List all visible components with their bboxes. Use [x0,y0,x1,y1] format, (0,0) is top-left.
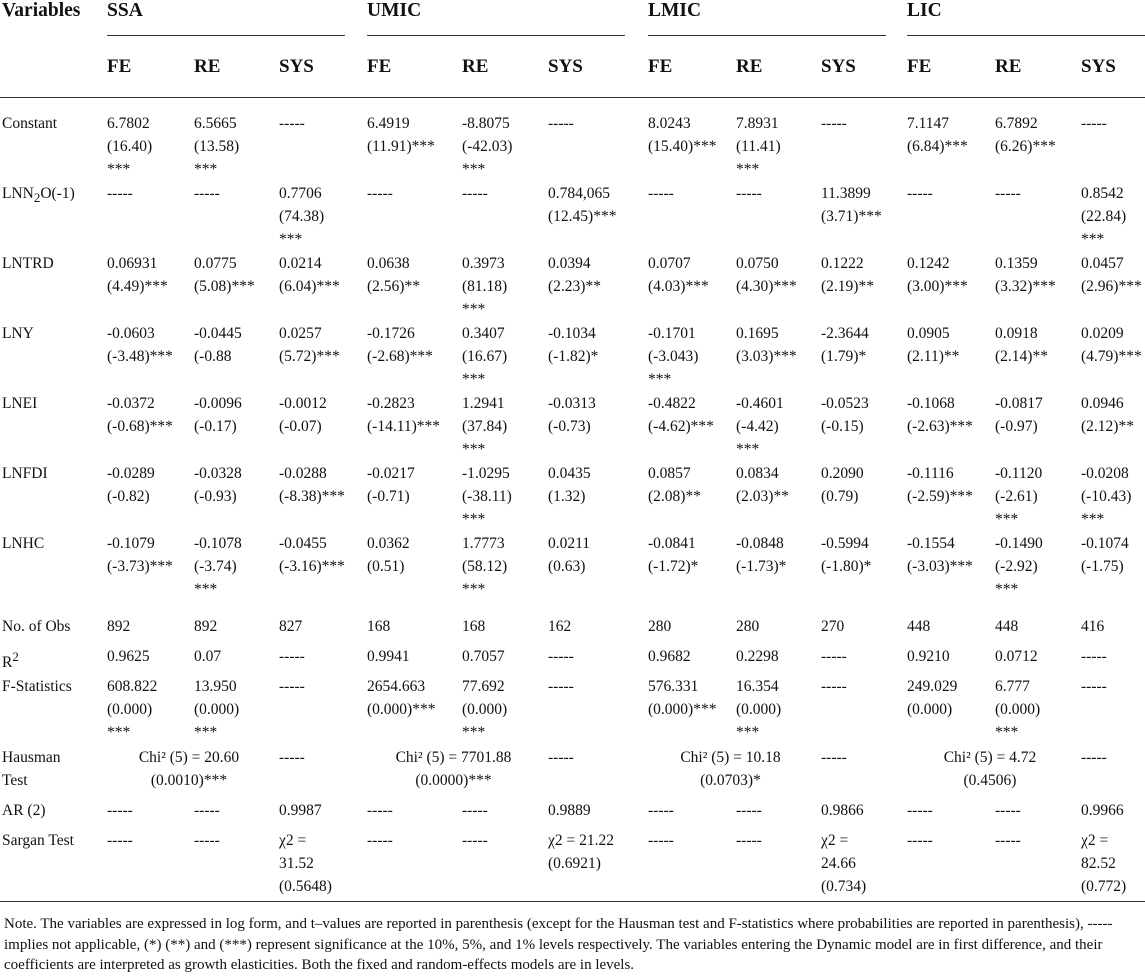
group-rule-lmic [648,35,886,36]
table-cell: 7.8931 (11.41) *** [736,115,781,178]
table-cell: 0.8542 (22.84) *** [1081,185,1127,248]
row-label: F-Statistics [2,678,72,695]
table-cell: ----- [736,185,762,202]
table-cell: -0.0841 (-1.72)* [648,535,699,575]
table-cell: 0.0775 (5.08)*** [194,255,255,295]
table-cell: ----- [736,832,762,849]
table-cell: 0.0457 (2.96)*** [1081,255,1142,295]
table-cell: ----- [548,648,574,665]
hausman-merged-cell: Chi² (5) = 10.18 (0.0703)* [680,749,781,789]
table-cell: ----- [279,678,305,695]
table-cell: -0.0603 (-3.48)*** [107,325,173,365]
table-cell: 0.0638 (2.56)** [367,255,420,295]
table-cell: 827 [279,618,303,635]
header-bottom-rule [0,97,1145,98]
table-cell: ----- [907,802,933,819]
table-cell: 0.0257 (5.72)*** [279,325,340,365]
table-cell: -0.0455 (-3.16)*** [279,535,345,575]
table-cell: -0.0445 (-0.88 [194,325,242,365]
table-cell: 0.1359 (3.32)*** [995,255,1056,295]
row-label: $LNN_2O(-1)$ [2,185,75,206]
table-cell: 0.0750 (4.30)*** [736,255,797,295]
table-cell: ----- [821,678,847,695]
table-cell: ----- [1081,678,1107,695]
table-cell: 0.0214 (6.04)*** [279,255,340,295]
table-cell: 1.2941 (37.84) *** [462,395,508,458]
table-cell: ----- [194,832,220,849]
group-header-lmic: LMIC [648,0,702,21]
table-cell: 0.0211 (0.63) [548,535,591,575]
table-cell: 0.3407 (16.67) *** [462,325,508,388]
table-cell: ----- [995,185,1021,202]
model-header-re: RE [194,56,221,77]
table-cell: 0.06931 (4.49)*** [107,255,168,295]
table-cell: 0.9941 [367,648,410,665]
model-header-sys: SYS [821,56,856,77]
table-cell: ----- [194,185,220,202]
table-cell: 77.692 (0.000) *** [462,678,508,741]
table-bottom-rule [0,901,1145,902]
table-cell: ----- [821,115,847,132]
table-cell: ----- [548,115,574,132]
table-cell: 0.7057 [462,648,505,665]
table-cell: 448 [995,618,1019,635]
table-cell: 0.1695 (3.03)*** [736,325,797,365]
table-cell: -0.0328 (-0.93) [194,465,242,505]
hausman-merged-cell: Chi² (5) = 20.60 (0.0010)*** [138,749,240,789]
table-cell: 576.331 (0.000)*** [648,678,717,718]
table-cell: 0.3973 (81.18) *** [462,255,508,318]
table-cell: -0.1120 (-2.61) *** [995,465,1043,528]
table-cell: 280 [648,618,672,635]
model-header-fe: FE [107,56,132,77]
table-cell: -0.1068 (-2.63)*** [907,395,973,435]
table-cell: 892 [107,618,131,635]
hausman-sys-cell: ----- [821,749,847,766]
table-cell: ----- [907,185,933,202]
group-header-umic: UMIC [367,0,422,21]
table-cell: -0.0289 (-0.82) [107,465,155,505]
table-cell: -0.1490 (-2.92) *** [995,535,1043,598]
table-cell: 416 [1081,618,1105,635]
table-cell: 0.7706 (74.38) *** [279,185,325,248]
table-cell: 162 [548,618,572,635]
table-cell: 0.9966 [1081,802,1124,819]
table-cell: -0.1079 (-3.73)*** [107,535,173,575]
table-cell: χ2 = 31.52 (0.5648) [279,832,332,895]
table-cell: 892 [194,618,218,635]
table-cell: -0.0817 (-0.97) [995,395,1043,435]
table-cell: ----- [548,678,574,695]
hausman-merged-cell: Chi² (5) = 4.72 (0.4506) [943,749,1037,789]
variables-header: Variables [2,0,81,21]
table-cell: -8.8075 (-42.03) *** [462,115,513,178]
table-cell: 0.9625 [107,648,150,665]
table-cell: -0.0096 (-0.17) [194,395,242,435]
table-cell: 11.3899 (3.71)*** [821,185,882,225]
table-cell: 0.0435 (1.32) [548,465,591,505]
table-cell: 280 [736,618,760,635]
table-cell: -0.1078 (-3.74) *** [194,535,242,598]
table-cell: 0.9889 [548,802,591,819]
table-cell: χ2 = 21.22 (0.6921) [548,832,614,872]
table-cell: ----- [107,832,133,849]
table-cell: 0.0905 (2.11)** [907,325,960,365]
model-header-re: RE [462,56,489,77]
table-cell: χ2 = 24.66 (0.734) [821,832,867,895]
table-cell: 0.0918 (2.14)** [995,325,1048,365]
table-cell: ----- [367,802,393,819]
row-label: Constant [2,115,58,132]
hausman-sys-cell: ----- [1081,749,1107,766]
table-cell: 7.1147 (6.84)*** [907,115,968,155]
table-cell: -1.0295 (-38.11) *** [462,465,512,528]
table-cell: 6.5665 (13.58) *** [194,115,240,178]
table-cell: ----- [821,648,847,665]
table-cell: 6.7802 (16.40) *** [107,115,153,178]
table-cell: 16.354 (0.000) *** [736,678,782,741]
table-note: Note. The variables are expressed in log form, and t–values are reported in parenthesis (except for the Hausman test and F-statistics where probabilities are reported in parenthesis), ----- implies not applicable, (*) (**) and (***) represent significance at the 10%, 5%, and 1% levels respectively. The variables entering the Dynamic model are in first difference, and their coefficients are interpreted as growth elasticities. Both the fixed and random-effects models are in levels. [4,916,1113,973]
table-cell: 6.777 (0.000) *** [995,678,1041,741]
model-header-fe: FE [367,56,392,77]
table-cell: 6.7892 (6.26)*** [995,115,1056,155]
table-cell: ----- [462,802,488,819]
table-cell: 168 [462,618,486,635]
table-cell: 0.0834 (2.03)** [736,465,789,505]
row-label: LNHC [2,535,45,552]
row-label: No. of Obs [2,618,71,635]
table-cell: 608.822 (0.000) *** [107,678,158,741]
table-cell: 0.0857 (2.08)** [648,465,701,505]
table-cell: 8.0243 (15.40)*** [648,115,717,155]
model-header-fe: FE [648,56,673,77]
table-cell: 0.9682 [648,648,691,665]
row-label: AR (2) [2,802,46,819]
table-cell: 0.2090 (0.79) [821,465,864,505]
table-cell: 168 [367,618,391,635]
model-header-re: RE [736,56,763,77]
model-header-fe: FE [907,56,932,77]
table-cell: 0.0707 (4.03)*** [648,255,709,295]
table-cell: 0.2298 [736,648,779,665]
table-cell: ----- [107,802,133,819]
table-cell: 0.0712 [995,648,1038,665]
table-cell: 0.07 [194,648,222,665]
row-label: LNY [2,325,34,342]
table-cell: ----- [648,832,674,849]
hausman-sys-cell: ----- [279,749,305,766]
table-cell: ----- [1081,115,1107,132]
table-cell: ----- [995,832,1021,849]
table-cell: -0.0313 (-0.73) [548,395,596,435]
table-cell: 13.950 (0.000) *** [194,678,240,741]
table-cell: 249.029 (0.000) [907,678,958,718]
table-cell: 0.0362 (0.51) [367,535,410,575]
table-cell: -0.0208 (-10.43) *** [1081,465,1132,528]
table-cell: 270 [821,618,845,635]
table-cell: 1.7773 (58.12) *** [462,535,508,598]
group-rule-ssa [107,35,345,36]
table-cell: 0.9210 [907,648,950,665]
table-cell: 0.0946 (2.12)** [1081,395,1134,435]
group-rule-lic [907,35,1145,36]
row-label: LNEI [2,395,38,412]
table-cell: -0.4601 (-4.42) *** [736,395,784,458]
model-header-re: RE [995,56,1022,77]
table-cell: -0.0372 (-0.68)*** [107,395,173,435]
table-cell: ----- [279,115,305,132]
table-cell: ----- [367,185,393,202]
table-cell: -0.1074 (-1.75) [1081,535,1129,575]
group-header-ssa: SSA [107,0,143,21]
row-label: LNTRD [2,255,54,272]
table-cell: -0.1034 (-1.82)* [548,325,599,365]
group-rule-umic [367,35,625,36]
table-cell: -0.0523 (-0.15) [821,395,869,435]
table-cell: -0.4822 (-4.62)*** [648,395,714,435]
table-cell: 6.4919 (11.91)*** [367,115,435,155]
table-cell: 2654.663 (0.000)*** [367,678,436,718]
table-cell: ----- [462,832,488,849]
model-header-sys: SYS [279,56,314,77]
table-cell: 0.784,065 (12.45)*** [548,185,617,225]
table-cell: -0.1726 (-2.68)*** [367,325,433,365]
table-cell: -0.1701 (-3.043) *** [648,325,699,388]
table-cell: -0.0848 (-1.73)* [736,535,787,575]
table-cell: ----- [194,802,220,819]
table-cell: 0.9866 [821,802,864,819]
row-label: LNFDI [2,465,48,482]
group-header-lic: LIC [907,0,942,21]
table-cell: -0.1554 (-3.03)*** [907,535,973,575]
table-cell: ----- [107,185,133,202]
table-cell: ----- [1081,648,1107,665]
table-cell: 0.0394 (2.23)** [548,255,601,295]
table-cell: ----- [995,802,1021,819]
hausman-sys-cell: ----- [548,749,574,766]
table-cell: -0.0012 (-0.07) [279,395,327,435]
table-cell: 0.1242 (3.00)*** [907,255,968,295]
table-cell: 0.1222 (2.19)** [821,255,874,295]
table-cell: 0.9987 [279,802,322,819]
table-cell: χ2 = 82.52 (0.772) [1081,832,1127,895]
hausman-merged-cell: Chi² (5) = 7701.88 (0.0000)*** [395,749,512,789]
table-cell: ----- [648,802,674,819]
table-cell: ----- [648,185,674,202]
table-cell: 448 [907,618,931,635]
table-cell: -0.1116 (-2.59)*** [907,465,973,505]
model-header-sys: SYS [1081,56,1116,77]
table-cell: -0.0288 (-8.38)*** [279,465,345,505]
row-label-hausman: Hausman Test [2,749,61,789]
table-cell: -0.2823 (-14.11)*** [367,395,441,435]
table-cell: 0.0209 (4.79)*** [1081,325,1142,365]
model-header-sys: SYS [548,56,583,77]
table-cell: ----- [462,185,488,202]
table-cell: ----- [907,832,933,849]
table-cell: -0.0217 (-0.71) [367,465,415,505]
table-cell: ----- [736,802,762,819]
row-label: $R^2$ [2,649,19,672]
row-label: Sargan Test [2,832,74,849]
table-cell: ----- [367,832,393,849]
table-cell: ----- [279,648,305,665]
table-cell: -2.3644 (1.79)* [821,325,869,365]
table-cell: -0.5994 (-1.80)* [821,535,872,575]
